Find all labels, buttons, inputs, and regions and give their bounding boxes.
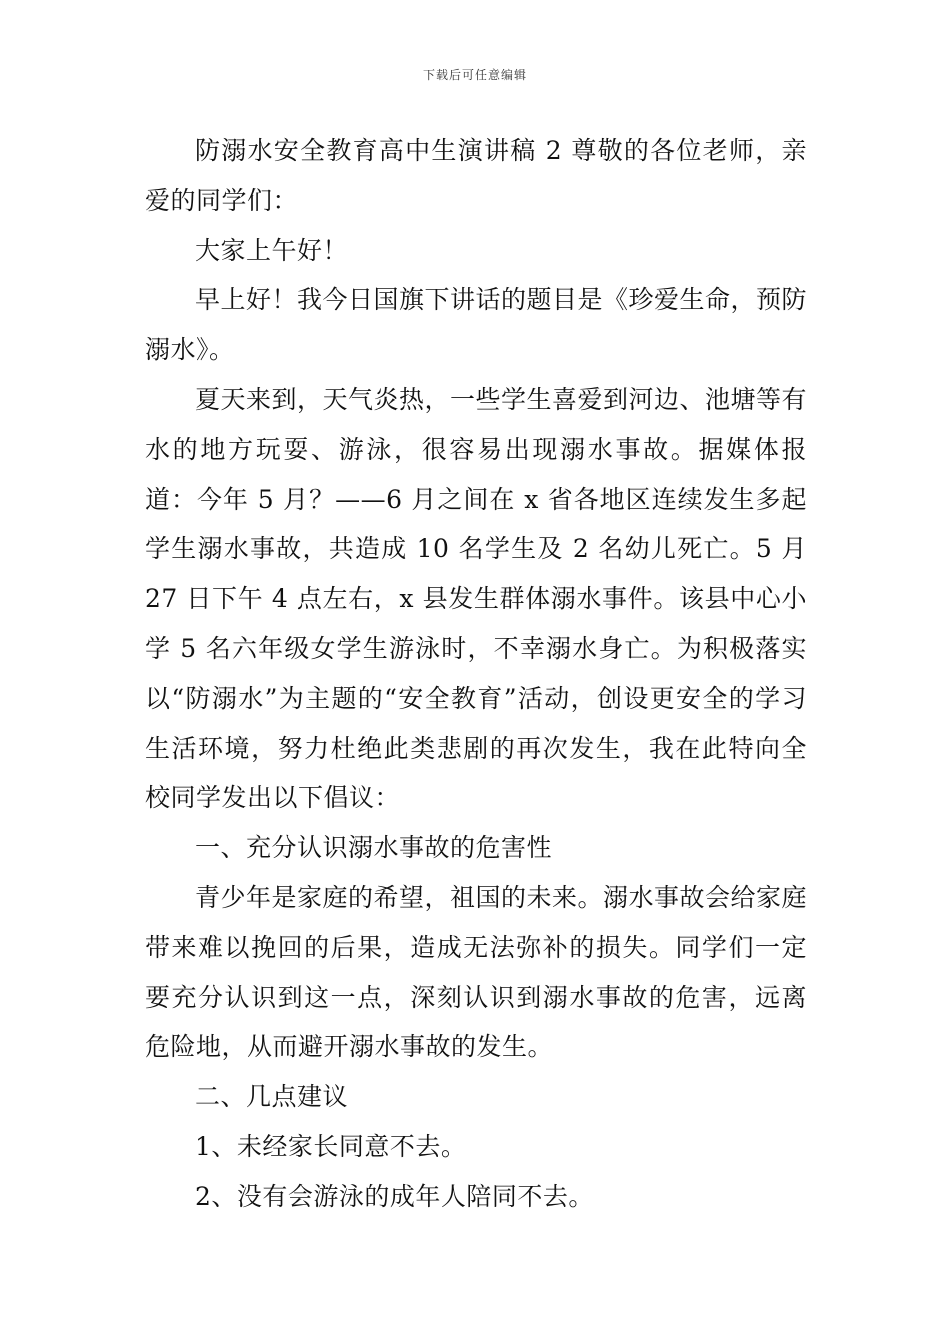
paragraph-hazard: 青少年是家庭的希望，祖国的未来。溺水事故会给家庭带来难以挽回的后果，造成无法弥补的损失。同学们一定要充分认识到这一点，深刻认识到溺水事故的危害，远离危险地，从而避开溺水事故的发生。 [145,882,808,1062]
section-heading-2: 二、几点建议 [195,1082,349,1112]
header-note: 下载后可任意编辑 [422,68,527,82]
paragraph-background: 夏天来到，天气炎热，一些学生喜爱到河边、池塘等有水的地方玩耍、游泳，很容易出现溺水事故。据媒体报道：今年 5 月？——6 月之间在 x 省各地区连续发生多起学生溺水事故，共造成 10 名学生及 2 名幼儿死亡。5 月 27 日下午 4 点左右，x 县发生群体溺水事件。该县中心小学 5 名六年级女学生游泳时，不幸溺水身亡。为积极落实以“防溺水”为主题的“安全教育”活动，创设更安全的学习生活环境，努力杜绝此类悲剧的再次发生，我在此特向全校同学发出以下倡议： [145,384,808,813]
section-heading-1: 一、充分认识溺水事故的危害性 [195,833,553,863]
paragraph-title-greeting: 防溺水安全教育高中生演讲稿 2 尊敬的各位老师，亲爱的同学们： [145,136,807,215]
document-body [145,126,807,1222]
paragraph-speech-topic: 早上好！我今日国旗下讲话的题目是《珍爱生命，预防溺水》。 [145,285,808,365]
suggestion-item-1: 1、未经家长同意不去。 [195,1131,467,1161]
suggestion-item-2: 2、没有会游泳的成年人陪同不去。 [195,1181,594,1211]
paragraph-morning-greeting: 大家上午好！ [195,235,349,265]
